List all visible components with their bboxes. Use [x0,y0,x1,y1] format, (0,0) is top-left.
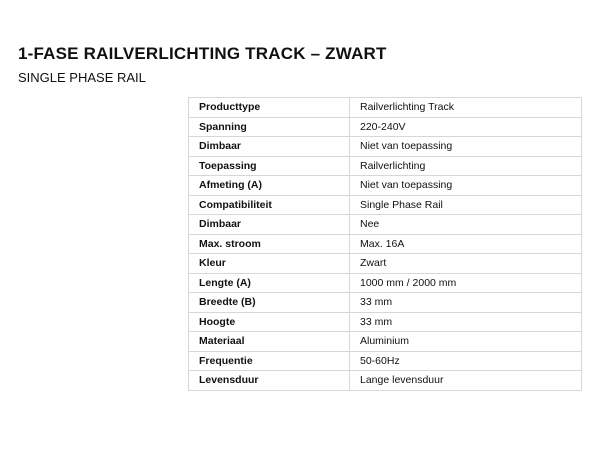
table-row [189,351,582,371]
page-subtitle: SINGLE PHASE RAIL [18,70,146,85]
table-row [189,312,582,332]
spec-value: Single Phase Rail [350,195,582,215]
spec-label: Materiaal [189,332,350,352]
table-row [189,176,582,196]
spec-value: Niet van toepassing [350,137,582,157]
table-row [189,98,582,118]
spec-label: Compatibiliteit [189,195,350,215]
spec-value: Nee [350,215,582,235]
table-row [189,234,582,254]
spec-label: Frequentie [189,351,350,371]
spec-value: 33 mm [350,312,582,332]
table-row [189,371,582,391]
spec-value: Railverlichting Track [350,98,582,118]
spec-label: Breedte (B) [189,293,350,313]
spec-label: Dimbaar [189,137,350,157]
spec-label: Spanning [189,117,350,137]
spec-label: Levensduur [189,371,350,391]
spec-label: Hoogte [189,312,350,332]
table-row [189,117,582,137]
page-title: 1-FASE RAILVERLICHTING TRACK – ZWART [18,44,387,63]
table-row [189,137,582,157]
spec-value: 220-240V [350,117,582,137]
spec-value: Aluminium [350,332,582,352]
spec-table [188,97,582,391]
spec-label: Kleur [189,254,350,274]
spec-label: Afmeting (A) [189,176,350,196]
spec-value: 50-60Hz [350,351,582,371]
table-row [189,195,582,215]
table-row [189,293,582,313]
spec-value: Railverlichting [350,156,582,176]
spec-value: 33 mm [350,293,582,313]
table-row [189,215,582,235]
table-row [189,156,582,176]
spec-label: Toepassing [189,156,350,176]
spec-label: Dimbaar [189,215,350,235]
table-row [189,273,582,293]
spec-label: Lengte (A) [189,273,350,293]
spec-value: Niet van toepassing [350,176,582,196]
spec-label: Max. stroom [189,234,350,254]
spec-value: Max. 16A [350,234,582,254]
spec-label: Producttype [189,98,350,118]
spec-value: Lange levensduur [350,371,582,391]
spec-value: Zwart [350,254,582,274]
table-row [189,332,582,352]
table-row [189,254,582,274]
spec-value: 1000 mm / 2000 mm [350,273,582,293]
